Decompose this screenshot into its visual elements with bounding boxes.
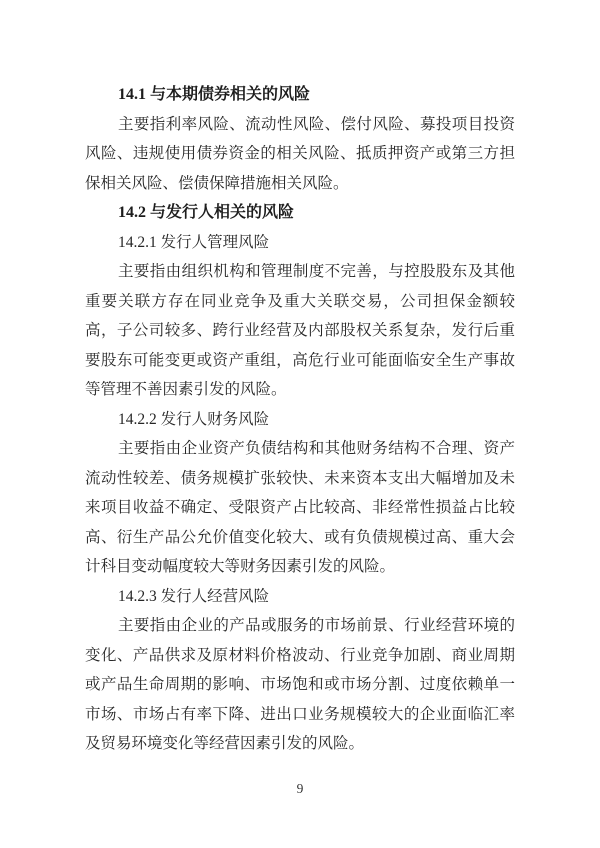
section-heading-14-2-3-issuer-operating-risk: 14.2.3 发行人经营风险	[118, 587, 270, 605]
page-number: 9	[296, 781, 304, 796]
paragraph-bond-related-risks: 主要指利率风险、流动性风险、偿付风险、募投项目投资风险、违规使用债券资金的相关风险、抵质押资产或第三方担保相关风险、偿债保障措施相关风险。	[85, 115, 515, 192]
section-heading-14-2-2-issuer-financial-risk: 14.2.2 发行人财务风险	[118, 410, 270, 428]
section-heading-14-1-bond-related-risks: 14.1 与本期债券相关的风险	[118, 86, 311, 103]
paragraph-issuer-management-risk: 主要指由组织机构和管理制度不完善，与控股股东及其他重要关联方存在同业竞争及重大关联交易，公司担保金额较高，子公司较多、跨行业经营及内部股权关系复杂，发行后重要股东可能变更或资产重组，高危行业可能面临安全生产事故等管理不善因素引发的风险。	[85, 263, 515, 398]
document-body	[85, 80, 515, 759]
paragraph-issuer-operating-risk: 主要指由企业的产品或服务的市场前景、行业经营环境的变化、产品供求及原材料价格波动、行业竞争加剧、商业周期或产品生命周期的影响、市场饱和或市场分割、过度依赖单一市场、市场占有率下降、进出口业务规模较大的企业面临汇率及贸易环境变化等经营因素引发的风险。	[85, 617, 515, 752]
section-heading-14-2-1-issuer-management-risk: 14.2.1 发行人管理风险	[118, 233, 270, 251]
paragraph-issuer-financial-risk: 主要指由企业资产负债结构和其他财务结构不合理、资产流动性较差、债务规模扩张较快、未来资本支出大幅增加及未来项目收益不确定、受限资产占比较高、非经常性损益占比较高、衍生产品公允价值变化较大、或有负债规模过高、重大会计科目变动幅度较大等财务因素引发的风险。	[85, 440, 515, 575]
section-heading-14-2-issuer-related-risks: 14.2 与发行人相关的风险	[118, 204, 295, 221]
